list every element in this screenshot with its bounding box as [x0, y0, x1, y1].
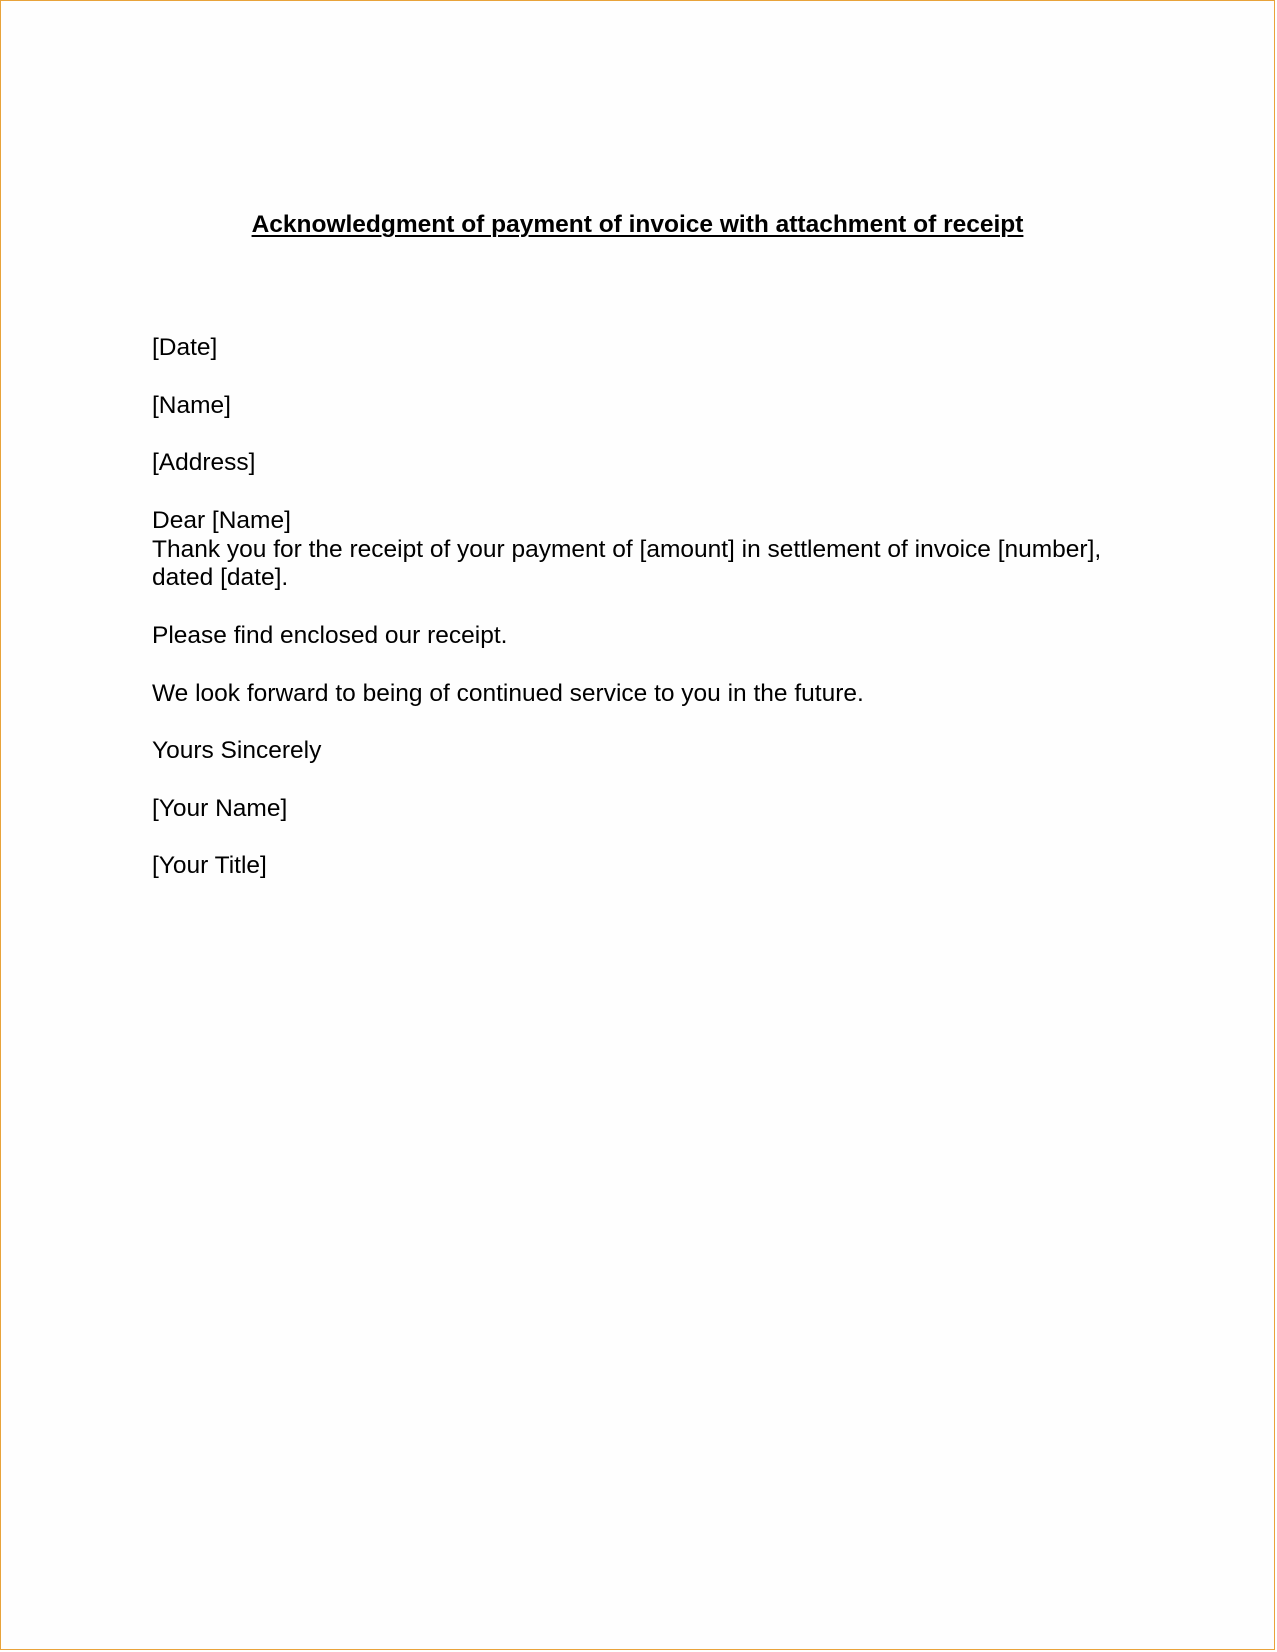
- closing-paragraph: We look forward to being of continued service to you in the future.: [152, 680, 864, 707]
- signer-title: [Your Title]: [152, 852, 267, 879]
- document-title: Acknowledgment of payment of invoice with attachment of receipt: [251, 211, 1024, 238]
- body-line-1: Thank you for the receipt of your payment of [amount] in settlement of invoice [number],: [152, 536, 1102, 563]
- body-line-2: dated [date].: [152, 564, 289, 591]
- date-placeholder: [Date]: [152, 334, 218, 361]
- closing-phrase: Yours Sincerely: [152, 737, 322, 764]
- signer-name: [Your Name]: [152, 795, 288, 822]
- name-placeholder: [Name]: [152, 392, 231, 419]
- address-placeholder: [Address]: [152, 449, 256, 476]
- salutation: Dear [Name]: [152, 507, 291, 534]
- enclosure-paragraph: Please find enclosed our receipt.: [152, 622, 508, 649]
